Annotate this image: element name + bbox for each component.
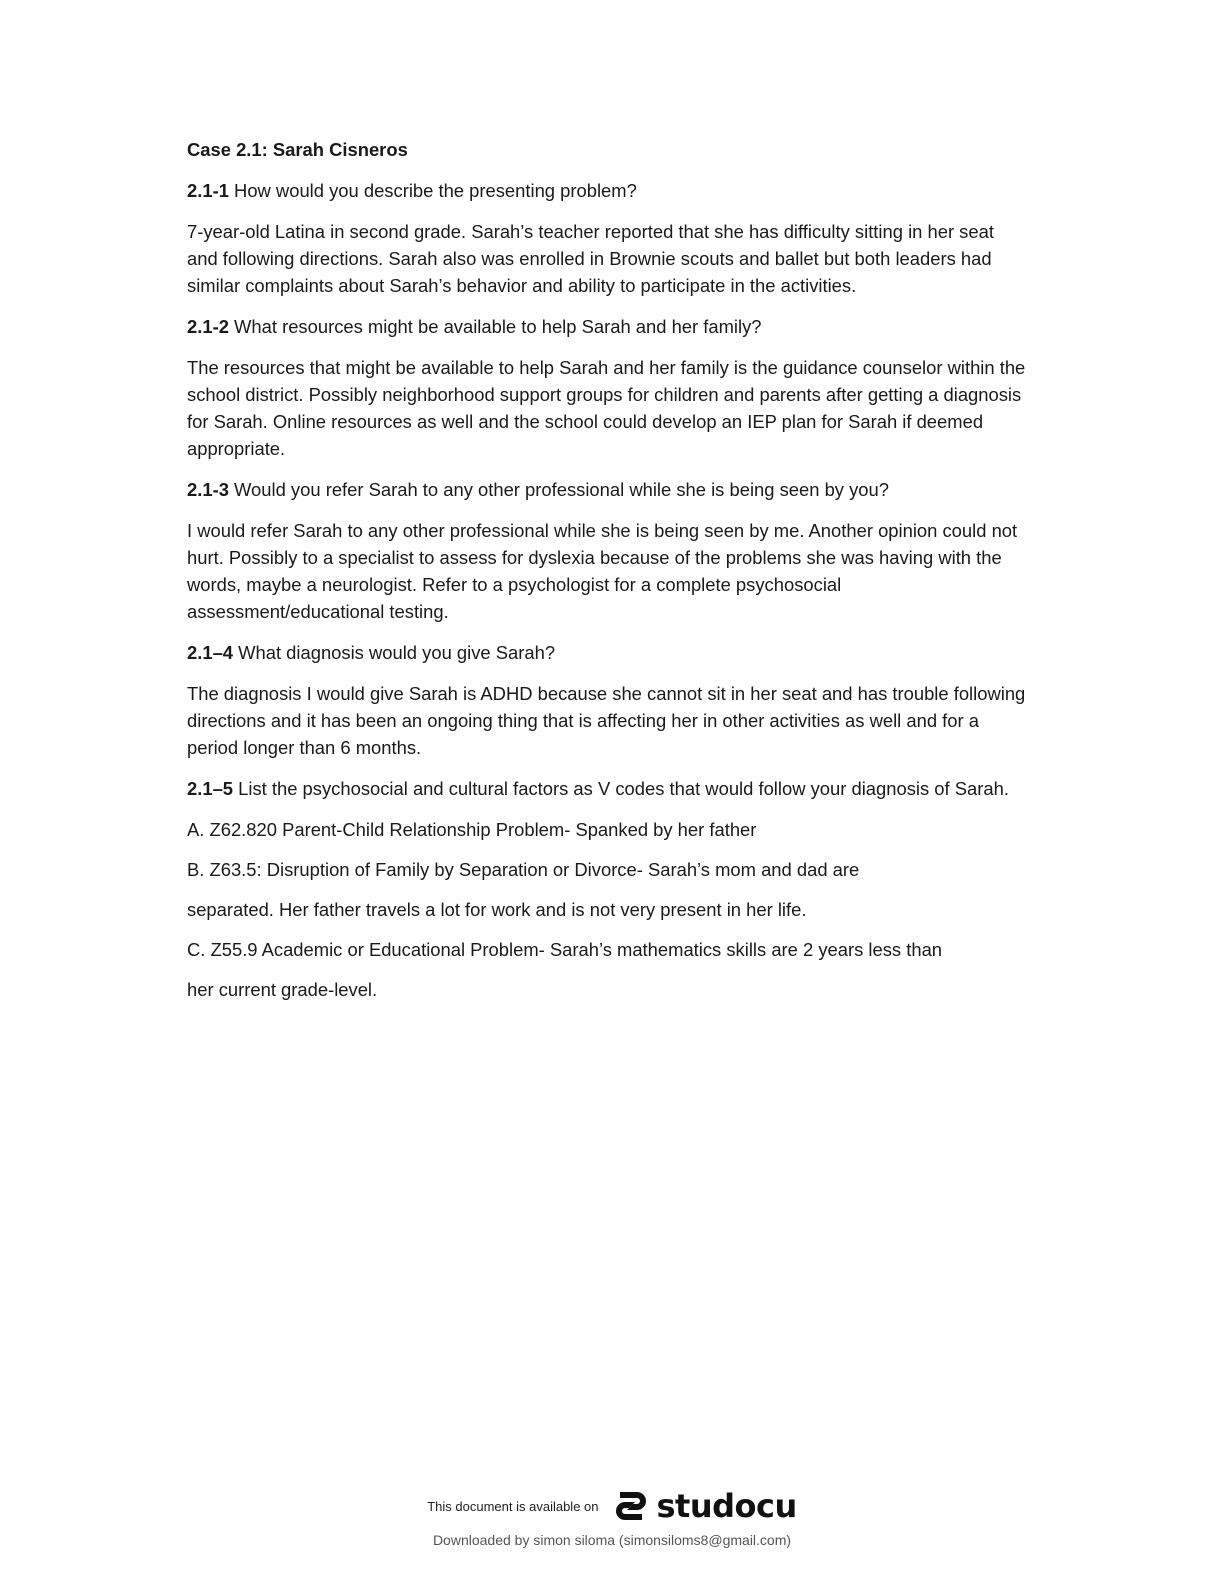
- v-code-line: B. Z63.5: Disruption of Family by Separation or Divorce- Sarah’s mom and dad are: [187, 859, 860, 880]
- question-text: List the psychosocial and cultural factors as V codes that would follow your diagnosis of Sarah.: [233, 778, 1009, 799]
- question-2-1-4: [187, 639, 1027, 666]
- question-2-1-5: [187, 775, 1027, 802]
- question-number: 2.1–5: [187, 778, 234, 799]
- studocu-footer: [0, 1486, 1224, 1548]
- question-text: Would you refer Sarah to any other professional while she is being seen by you?: [228, 479, 889, 500]
- footer-availability-row: [0, 1486, 1224, 1526]
- studocu-logo-icon: [611, 1486, 651, 1526]
- question-text: What diagnosis would you give Sarah?: [233, 642, 556, 663]
- v-code-line: separated. Her father travels a lot for work and is not very present in her life.: [187, 899, 807, 920]
- question-number: 2.1–4: [187, 642, 234, 663]
- question-number: 2.1-2: [187, 316, 229, 337]
- v-code-line: A. Z62.820 Parent-Child Relationship Problem- Spanked by her father: [187, 819, 757, 840]
- answer-2-1-2: The resources that might be available to help Sarah and her family is the guidance counselor within the school district. Possibly neighborhood support groups for children and parents after getting a diagnosis for Sarah. Online resources as well and the school could develop an IEP plan for Sarah if deemed appropriate.: [187, 357, 1026, 459]
- question-text: How would you describe the presenting problem?: [228, 180, 637, 201]
- question-2-1-1: [187, 177, 1027, 204]
- question-number: 2.1-1: [187, 180, 229, 201]
- document-title: Case 2.1: Sarah Cisneros: [187, 139, 408, 160]
- studocu-wordmark: studocu: [656, 1487, 797, 1525]
- question-number: 2.1-3: [187, 479, 229, 500]
- v-code-line: C. Z55.9 Academic or Educational Problem- Sarah’s mathematics skills are 2 years less than: [187, 939, 943, 960]
- download-attribution: Downloaded by simon siloma (simonsiloms8@gmail.com): [432, 1532, 792, 1548]
- availability-text: This document is available on: [427, 1498, 599, 1514]
- studocu-logo[interactable]: [611, 1486, 797, 1526]
- document-body: [187, 136, 1027, 1016]
- answer-2-1-1: 7-year-old Latina in second grade. Sarah’s teacher reported that she has difficulty sitting in her seat and following directions. Sarah also was enrolled in Brownie scouts and ballet but both leaders had similar complaints about Sarah’s behavior and ability to participate in the activities.: [187, 221, 994, 296]
- answer-2-1-3: I would refer Sarah to any other professional while she is being seen by me. Another opinion could not hurt. Possibly to a specialist to assess for dyslexia because of the problems she was having with the words, maybe a neurologist. Refer to a psychologist for a complete psychosocial assessment/educational testing.: [187, 520, 1018, 622]
- question-2-1-2: [187, 313, 1027, 340]
- v-code-line: her current grade-level.: [187, 979, 378, 1000]
- question-2-1-3: [187, 476, 1027, 503]
- answer-2-1-4: The diagnosis I would give Sarah is ADHD because she cannot sit in her seat and has trouble following directions and it has been an ongoing thing that is affecting her in other activities as well and for a period longer than 6 months.: [187, 683, 1026, 758]
- question-text: What resources might be available to help Sarah and her family?: [228, 316, 762, 337]
